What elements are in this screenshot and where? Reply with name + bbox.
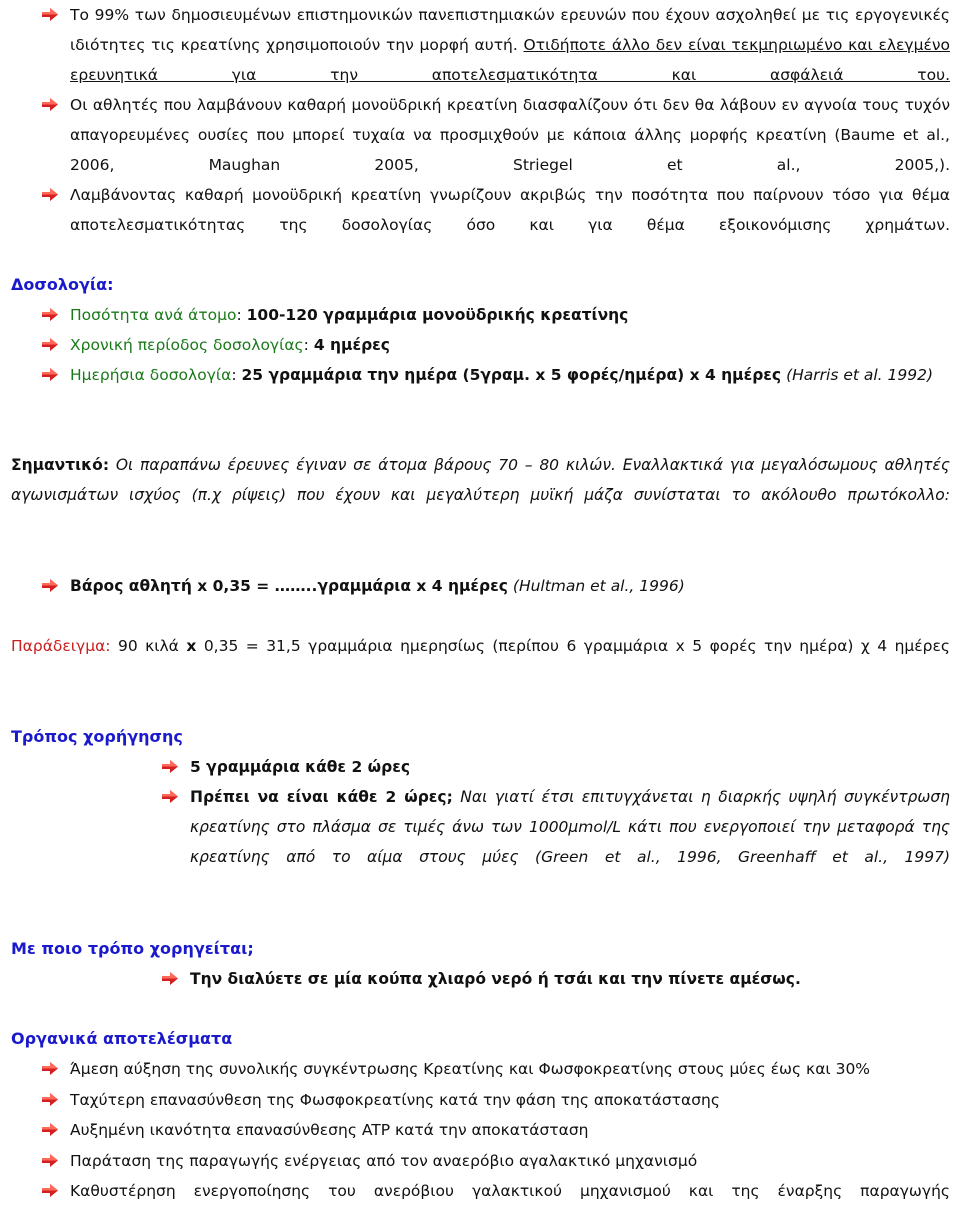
results-item-1 (70, 1054, 950, 1084)
intro-b3-text: Λαμβάνοντας καθαρή μονοϋδρική κρεατίνη γνωρίζουν ακριβώς την ποσότητα που παίρνουν τόσο για θέμα αποτελεσματικότητας της δοσολογίας όσο και για θέμα εξοικονόμισης χρημάτων. (70, 186, 950, 234)
dosage-period-value: 4 ημέρες (313, 336, 390, 354)
results-item-2 (70, 1085, 950, 1115)
how-i1-text: Την διαλύετε σε μία κούπα χλιαρό νερό ή τσάι και την πίνετε αμέσως. (190, 970, 801, 988)
arrow-bullet-icon (162, 790, 178, 803)
dosage-heading: Δοσολογία: (11, 275, 114, 294)
dosage-daily-label: Ημερήσια δοσολογία (70, 366, 232, 384)
important-label: Σημαντικό: (11, 456, 110, 474)
arrow-bullet-icon (42, 308, 58, 321)
important-text-a: Οι παραπάνω έρευνες έγιναν σε άτομα βάρους 70 – 80 κιλών. (115, 456, 616, 474)
intro-b2-text: Οι αθλητές που λαμβάνουν καθαρή μονοϋδρική κρεατίνη διασφαλίζουν ότι δεν θα λάβουν εν αγνοία τους τυχόν απαγορευμένες ουσίες που μπορεί τυχαία να προσμιχθούν με κάποια άλλης μορφής κρεατίνη (Baume et al., 2006, Maughan 2005, Striegel et al., 2005,). (70, 96, 950, 174)
arrow-bullet-icon (42, 188, 58, 201)
results-item-4 (70, 1146, 950, 1176)
admin-item-1 (190, 752, 950, 782)
dosage-quantity-value: 100-120 γραμμάρια μονοϋδρικής κρεατίνης (246, 306, 629, 324)
arrow-bullet-icon (162, 760, 178, 773)
formula-ref: (Hultman et al., 1996) (512, 577, 685, 595)
admin-i2-bold: Πρέπει να είναι κάθε 2 ώρες; (190, 788, 453, 806)
important-text-b: Εναλλακτικά για μεγαλόσωμους αθλητές αγωνισμάτων ισχύος (π.χ ρίψεις) που έχουν και μεγαλύτερη μυϊκή μάζα συνίσταται το ακόλουθο πρωτόκολλο: (11, 456, 950, 504)
arrow-bullet-icon (42, 1184, 58, 1197)
formula-text: Βάρος αθλητή x 0,35 = ……..γραμμάρια x 4 ημέρες (70, 577, 508, 595)
important-paragraph (11, 450, 950, 510)
results-item-3 (70, 1115, 950, 1145)
dosage-daily-value: 25 γραμμάρια την ημέρα (5γραμ. x 5 φορές/ημέρα) x 4 ημέρες (241, 366, 782, 384)
admin-i1-text: 5 γραμμάρια κάθε 2 ώρες (190, 758, 411, 776)
admin-heading: Τρόπος χορήγησης (11, 727, 183, 746)
intro-bullet-2 (70, 90, 950, 180)
arrow-bullet-icon (42, 8, 58, 21)
dosage-item-period: Χρονική περίοδος δοσολογίας: 4 ημέρες (70, 330, 950, 360)
example-times: x (186, 637, 197, 655)
arrow-bullet-icon (42, 1123, 58, 1136)
arrow-bullet-icon (42, 1093, 58, 1106)
formula-item (70, 571, 950, 601)
intro-bullet-1 (70, 0, 950, 90)
dosage-item-daily: Ημερήσια δοσολογία: 25 γραμμάρια την ημέρα (5γραμ. x 5 φορές/ημέρα) x 4 ημέρες (Harris et al. 1992) (70, 360, 950, 390)
arrow-bullet-icon (42, 338, 58, 351)
intro-b1-text-b: Οτιδήποτε άλλο δεν είναι τεκμηριωμένο και ελεγμένο ερευνητικά για την αποτελεσματικότητα και ασφάλειά του. (70, 36, 950, 84)
dosage-daily-ref: (Harris et al. 1992) (786, 366, 934, 384)
dosage-period-label: Χρονική περίοδος δοσολογίας (70, 336, 304, 354)
intro-bullet-3 (70, 180, 950, 240)
results-item-text: Παράταση της παραγωγής ενέργειας από τον αναερόβιο αγαλακτικό μηχανισμό (70, 1152, 698, 1170)
how-heading: Με ποιο τρόπο χορηγείται; (11, 939, 254, 958)
results-item-text: Άμεση αύξηση της συνολικής συγκέντρωσης Κρεατίνης και Φωσφοκρεατίνης στους μύες έως και 30% (70, 1060, 871, 1078)
example-part-2: 0,35 = 31,5 γραμμάρια ημερησίως (περίπου 6 γραμμάρια x 5 φορές την ημέρα) χ 4 ημέρες (203, 637, 950, 655)
dosage-quantity-label: Ποσότητα ανά άτομο (70, 306, 237, 324)
admin-item-2 (190, 782, 950, 872)
admin-i2-text: Ναι γιατί έτσι επιτυγχάνεται η διαρκής υψηλή συγκέντρωση κρεατίνης στο πλάσμα σε τιμές άνω των 1000μmol/L κάτι που ενεργοποιεί την μεταφορά της κρεατίνης από το αίμα στους μύες (Green et al., 1996, Greenhaff et al., 1997) (190, 788, 950, 866)
example-part-1: 90 κιλά (117, 637, 179, 655)
results-item-text: Αυξημένη ικανότητα επανασύνθεσης ATP κατά την αποκατάσταση (70, 1121, 589, 1139)
arrow-bullet-icon (42, 1062, 58, 1075)
arrow-bullet-icon (42, 368, 58, 381)
intro-b1-text-a: Το 99% των δημοσιευμένων επιστημονικών πανεπιστημιακών ερευνών που έχουν ασχοληθεί με τις εργογενικές ιδιότητες τις κρεατίνης χρησιμοποιούν την μορφή αυτή. (70, 6, 950, 54)
results-item-text: Καθυστέρηση ενεργοποίησης του ανερόβιου γαλακτικού μηχανισμού και της έναρξης παραγωγής (70, 1182, 950, 1200)
results-item-5 (70, 1176, 950, 1206)
example-label: Παράδειγμα: (11, 637, 111, 655)
results-item-text: Ταχύτερη επανασύνθεση της Φωσφοκρεατίνης κατά την φάση της αποκατάστασης (70, 1091, 720, 1109)
example-paragraph (11, 631, 950, 661)
arrow-bullet-icon (42, 579, 58, 592)
arrow-bullet-icon (162, 972, 178, 985)
how-item-1 (190, 964, 950, 994)
results-heading: Οργανικά αποτελέσματα (11, 1029, 233, 1048)
dosage-item-quantity: Ποσότητα ανά άτομο: 100-120 γραμμάρια μονοϋδρικής κρεατίνης (70, 300, 950, 330)
arrow-bullet-icon (42, 98, 58, 111)
arrow-bullet-icon (42, 1154, 58, 1167)
